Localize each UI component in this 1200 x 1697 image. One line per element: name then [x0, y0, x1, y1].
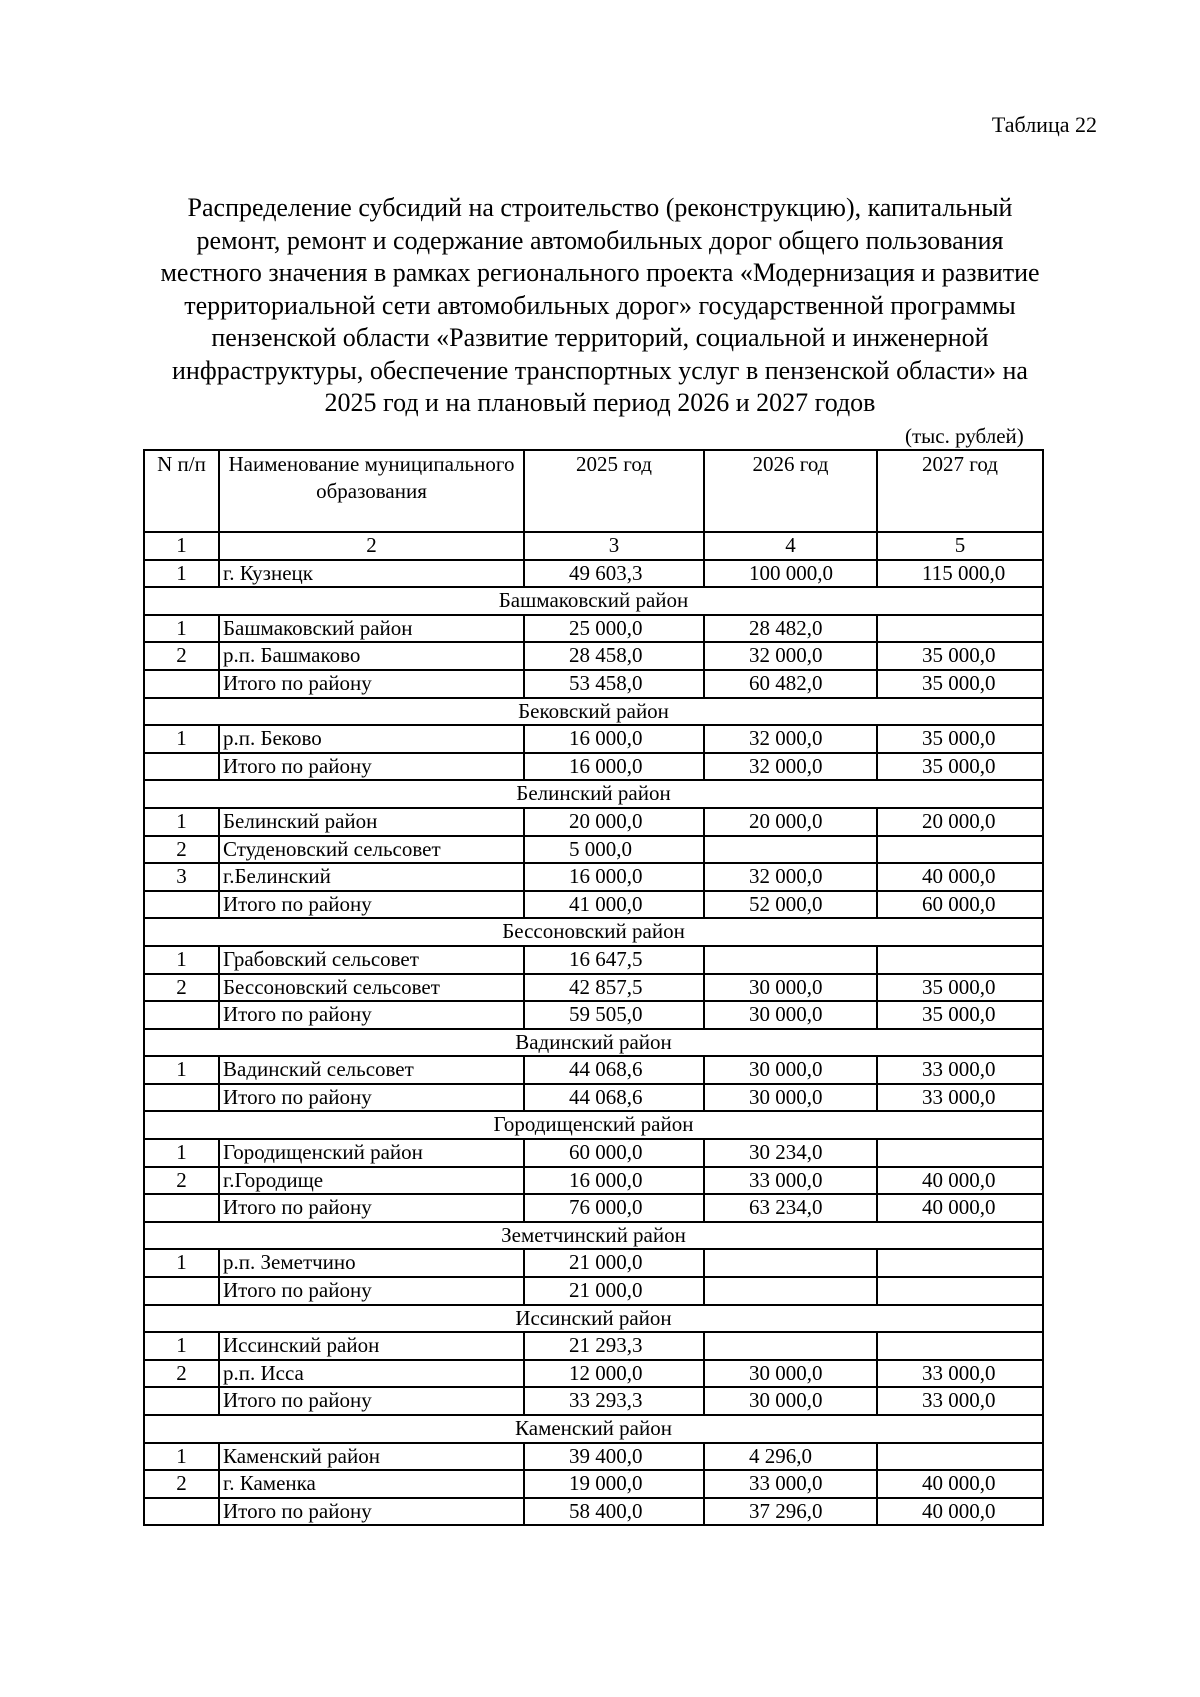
value-2027-cell: [877, 1332, 1043, 1360]
municipality-cell: г. Каменка: [219, 1470, 524, 1498]
row-number-cell: 2: [144, 1470, 219, 1498]
value-2026-cell: 30 000,0: [704, 1056, 877, 1084]
value-2027-cell: 35 000,0: [877, 974, 1043, 1002]
title-line: территориальной сети автомобильных дорог» государственной программы: [184, 290, 1016, 320]
municipality-cell: Белинский район: [219, 808, 524, 836]
table-row: [144, 1139, 1043, 1167]
column-number-cell: 5: [877, 532, 1043, 560]
value-2026-cell: [704, 836, 877, 864]
header-cell: N п/п: [144, 450, 219, 532]
value-2025-cell: 16 000,0: [524, 1167, 704, 1195]
value-2027-cell: 33 000,0: [877, 1056, 1043, 1084]
district-section-row: [144, 1029, 1043, 1057]
value-2025-cell: 16 000,0: [524, 863, 704, 891]
municipality-cell: Каменский район: [219, 1443, 524, 1471]
value-2027-cell: 33 000,0: [877, 1387, 1043, 1415]
value-2026-cell: 37 296,0: [704, 1498, 877, 1526]
district-name: Бессоновский район: [144, 918, 1043, 946]
value-2026-cell: 52 000,0: [704, 891, 877, 919]
value-2026-cell: 4 296,0: [704, 1443, 877, 1471]
table-row: [144, 1056, 1043, 1084]
value-2027-cell: 40 000,0: [877, 863, 1043, 891]
value-2027-cell: 40 000,0: [877, 1194, 1043, 1222]
value-2027-cell: 35 000,0: [877, 725, 1043, 753]
value-2026-cell: 32 000,0: [704, 642, 877, 670]
title-line: 2025 год и на плановый период 2026 и 2027 годов: [324, 388, 876, 417]
value-2026-cell: 30 000,0: [704, 1387, 877, 1415]
municipality-cell: Итого по району: [219, 891, 524, 919]
value-2025-cell: 19 000,0: [524, 1470, 704, 1498]
value-2025-cell: 39 400,0: [524, 1443, 704, 1471]
column-number-cell: 2: [219, 532, 524, 560]
value-2027-cell: [877, 615, 1043, 643]
value-2025-cell: 49 603,3: [524, 560, 704, 588]
value-2025-cell: 59 505,0: [524, 1001, 704, 1029]
table-row: [144, 1001, 1043, 1029]
value-2027-cell: 35 000,0: [877, 1001, 1043, 1029]
value-2027-cell: 33 000,0: [877, 1360, 1043, 1388]
table-header-row: [144, 450, 1043, 532]
value-2027-cell: [877, 1443, 1043, 1471]
municipality-cell: г. Кузнецк: [219, 560, 524, 588]
municipality-cell: Итого по району: [219, 670, 524, 698]
municipality-cell: Итого по району: [219, 1498, 524, 1526]
row-number-cell: 1: [144, 1056, 219, 1084]
table-row: [144, 891, 1043, 919]
value-2026-cell: 30 234,0: [704, 1139, 877, 1167]
row-number-cell: 1: [144, 946, 219, 974]
header-cell: 2025 год: [524, 450, 704, 532]
row-number-cell: [144, 1387, 219, 1415]
municipality-cell: р.п. Земетчино: [219, 1249, 524, 1277]
table-row: [144, 808, 1043, 836]
row-number-cell: 2: [144, 1167, 219, 1195]
value-2027-cell: 40 000,0: [877, 1167, 1043, 1195]
value-2026-cell: 33 000,0: [704, 1167, 877, 1195]
table-row: [144, 1167, 1043, 1195]
municipality-cell: Итого по району: [219, 1084, 524, 1112]
value-2025-cell: 20 000,0: [524, 808, 704, 836]
row-number-cell: 2: [144, 1360, 219, 1388]
table-row: [144, 1498, 1043, 1526]
value-2026-cell: 28 482,0: [704, 615, 877, 643]
value-2025-cell: 16 647,5: [524, 946, 704, 974]
municipality-cell: Бессоновский сельсовет: [219, 974, 524, 1002]
value-2027-cell: 60 000,0: [877, 891, 1043, 919]
table-row: [144, 1387, 1043, 1415]
column-number-cell: 3: [524, 532, 704, 560]
row-number-cell: [144, 1001, 219, 1029]
district-name: Вадинский район: [144, 1029, 1043, 1057]
header-cell: Наименование муниципального образования: [219, 450, 524, 532]
value-2025-cell: 42 857,5: [524, 974, 704, 1002]
table-row: [144, 836, 1043, 864]
row-number-cell: [144, 1498, 219, 1526]
row-number-cell: 1: [144, 1332, 219, 1360]
value-2027-cell: [877, 836, 1043, 864]
subsidy-table: [143, 449, 1044, 1526]
row-number-cell: [144, 891, 219, 919]
value-2025-cell: 76 000,0: [524, 1194, 704, 1222]
district-name: Городищенский район: [144, 1111, 1043, 1139]
municipality-cell: г.Белинский: [219, 863, 524, 891]
row-number-cell: 2: [144, 642, 219, 670]
municipality-cell: Студеновский сельсовет: [219, 836, 524, 864]
value-2025-cell: 28 458,0: [524, 642, 704, 670]
table-row: [144, 946, 1043, 974]
table-row: [144, 1470, 1043, 1498]
table-row: [144, 615, 1043, 643]
district-section-row: [144, 1111, 1043, 1139]
value-2025-cell: 12 000,0: [524, 1360, 704, 1388]
value-2025-cell: 33 293,3: [524, 1387, 704, 1415]
table-row: [144, 1277, 1043, 1305]
table-row: [144, 1194, 1043, 1222]
municipality-cell: Вадинский сельсовет: [219, 1056, 524, 1084]
municipality-cell: Итого по району: [219, 1277, 524, 1305]
municipality-cell: Иссинский район: [219, 1332, 524, 1360]
value-2027-cell: 35 000,0: [877, 642, 1043, 670]
table-row: [144, 1084, 1043, 1112]
municipality-cell: Итого по району: [219, 1001, 524, 1029]
district-name: Белинский район: [144, 780, 1043, 808]
header-cell: 2026 год: [704, 450, 877, 532]
value-2026-cell: 32 000,0: [704, 863, 877, 891]
value-2025-cell: 16 000,0: [524, 753, 704, 781]
table-row: [144, 725, 1043, 753]
value-2026-cell: [704, 1277, 877, 1305]
value-2025-cell: 16 000,0: [524, 725, 704, 753]
value-2027-cell: 20 000,0: [877, 808, 1043, 836]
table-row: [144, 670, 1043, 698]
value-2025-cell: 44 068,6: [524, 1056, 704, 1084]
district-section-row: [144, 587, 1043, 615]
table-number: Таблица 22: [991, 112, 1097, 137]
district-section-row: [144, 780, 1043, 808]
row-number-cell: 1: [144, 1443, 219, 1471]
value-2027-cell: 35 000,0: [877, 753, 1043, 781]
value-2025-cell: 21 000,0: [524, 1249, 704, 1277]
row-number-cell: [144, 1277, 219, 1305]
document-title: [105, 192, 1095, 420]
municipality-cell: Итого по району: [219, 753, 524, 781]
row-number-cell: 2: [144, 974, 219, 1002]
value-2025-cell: 58 400,0: [524, 1498, 704, 1526]
value-2026-cell: 60 482,0: [704, 670, 877, 698]
value-2027-cell: [877, 1139, 1043, 1167]
value-2026-cell: 20 000,0: [704, 808, 877, 836]
title-line: пензенской области «Развитие территорий, социальной и инженерной: [211, 323, 989, 352]
row-number-cell: 3: [144, 863, 219, 891]
municipality-cell: Башмаковский район: [219, 615, 524, 643]
value-2026-cell: [704, 1249, 877, 1277]
value-2027-cell: 115 000,0: [877, 560, 1043, 588]
district-name: Каменский район: [144, 1415, 1043, 1443]
district-name: Башмаковский район: [144, 587, 1043, 615]
district-section-row: [144, 1222, 1043, 1250]
value-2027-cell: 40 000,0: [877, 1470, 1043, 1498]
title-line: Распределение субсидий на строительство (реконструкцию), капитальный: [187, 193, 1013, 222]
municipality-cell: Грабовский сельсовет: [219, 946, 524, 974]
value-2026-cell: 33 000,0: [704, 1470, 877, 1498]
table-row: [144, 642, 1043, 670]
table-row: [144, 1443, 1043, 1471]
value-2026-cell: [704, 946, 877, 974]
value-2026-cell: 100 000,0: [704, 560, 877, 588]
district-section-row: [144, 1415, 1043, 1443]
value-2026-cell: 30 000,0: [704, 974, 877, 1002]
row-number-cell: 1: [144, 1139, 219, 1167]
column-number-cell: 4: [704, 532, 877, 560]
district-section-row: [144, 1305, 1043, 1333]
row-number-cell: [144, 753, 219, 781]
value-2025-cell: 44 068,6: [524, 1084, 704, 1112]
row-number-cell: [144, 1194, 219, 1222]
table-row: [144, 753, 1043, 781]
header-cell: 2027 год: [877, 450, 1043, 532]
value-2026-cell: 32 000,0: [704, 753, 877, 781]
value-2025-cell: 21 293,3: [524, 1332, 704, 1360]
table-row: [144, 1249, 1043, 1277]
value-2026-cell: 63 234,0: [704, 1194, 877, 1222]
column-number-cell: 1: [144, 532, 219, 560]
value-2026-cell: 30 000,0: [704, 1084, 877, 1112]
value-2026-cell: 30 000,0: [704, 1360, 877, 1388]
table-row: [144, 974, 1043, 1002]
municipality-cell: Итого по району: [219, 1194, 524, 1222]
row-number-cell: 1: [144, 615, 219, 643]
value-2026-cell: [704, 1332, 877, 1360]
row-number-cell: [144, 1084, 219, 1112]
table-row: [144, 560, 1043, 588]
district-name: Земетчинский район: [144, 1222, 1043, 1250]
value-2027-cell: 35 000,0: [877, 670, 1043, 698]
municipality-cell: Итого по району: [219, 1387, 524, 1415]
value-2027-cell: 33 000,0: [877, 1084, 1043, 1112]
district-section-row: [144, 698, 1043, 726]
value-2025-cell: 5 000,0: [524, 836, 704, 864]
units-label: (тыс. рублей): [905, 424, 1024, 448]
table-row: [144, 1332, 1043, 1360]
value-2026-cell: 30 000,0: [704, 1001, 877, 1029]
value-2027-cell: [877, 946, 1043, 974]
row-number-cell: 1: [144, 808, 219, 836]
row-number-cell: [144, 670, 219, 698]
value-2027-cell: [877, 1249, 1043, 1277]
row-number-cell: 2: [144, 836, 219, 864]
value-2027-cell: 40 000,0: [877, 1498, 1043, 1526]
value-2025-cell: 53 458,0: [524, 670, 704, 698]
table-row: [144, 1360, 1043, 1388]
value-2027-cell: [877, 1277, 1043, 1305]
value-2025-cell: 41 000,0: [524, 891, 704, 919]
district-name: Бековский район: [144, 698, 1043, 726]
municipality-cell: г.Городище: [219, 1167, 524, 1195]
municipality-cell: р.п. Исса: [219, 1360, 524, 1388]
municipality-cell: Городищенский район: [219, 1139, 524, 1167]
table-row: [144, 863, 1043, 891]
municipality-cell: р.п. Беково: [219, 725, 524, 753]
column-number-row: [144, 532, 1043, 560]
value-2025-cell: 25 000,0: [524, 615, 704, 643]
district-name: Иссинский район: [144, 1305, 1043, 1333]
district-section-row: [144, 918, 1043, 946]
value-2025-cell: 60 000,0: [524, 1139, 704, 1167]
title-line: ремонт, ремонт и содержание автомобильных дорог общего пользования: [196, 225, 1004, 255]
title-line: инфраструктуры, обеспечение транспортных услуг в пензенской области» на: [172, 355, 1028, 385]
row-number-cell: 1: [144, 560, 219, 588]
title-line: местного значения в рамках регионального проекта «Модернизация и развитие: [160, 258, 1040, 287]
value-2025-cell: 21 000,0: [524, 1277, 704, 1305]
row-number-cell: 1: [144, 1249, 219, 1277]
row-number-cell: 1: [144, 725, 219, 753]
value-2026-cell: 32 000,0: [704, 725, 877, 753]
municipality-cell: р.п. Башмаково: [219, 642, 524, 670]
